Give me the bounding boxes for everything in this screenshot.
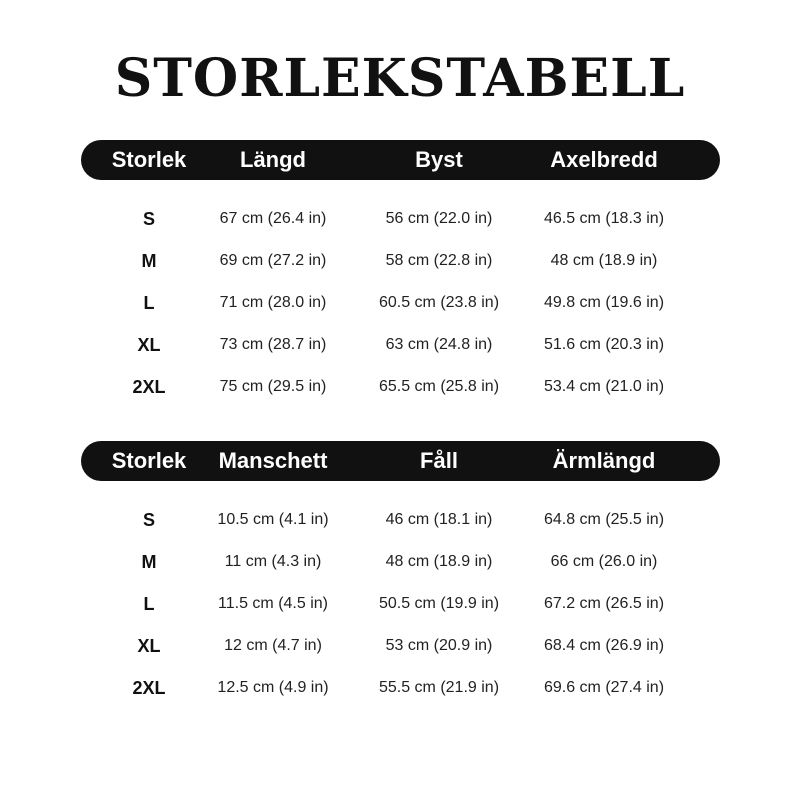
size-cell: L — [143, 594, 155, 614]
table-row — [81, 499, 720, 541]
sleeve-length-cell: 66 cm (26.0 in) — [550, 553, 658, 570]
sleeve-length-cell: 69.6 cm (27.4 in) — [543, 679, 665, 696]
cuff-cell: 11.5 cm (4.5 in) — [218, 595, 328, 612]
size-cell: XL — [137, 335, 161, 355]
table-row — [81, 541, 720, 583]
table-row — [81, 240, 720, 282]
sleeve-length-cell: 64.8 cm (25.5 in) — [543, 511, 665, 528]
cuff-cell: 12 cm (4.7 in) — [224, 637, 322, 654]
header-shoulder-width: Axelbredd — [550, 147, 658, 172]
length-cell: 71 cm (28.0 in) — [219, 294, 327, 311]
page-title: STORLEKSTABELL — [114, 48, 686, 109]
table-row — [81, 667, 720, 709]
size-cell: XL — [137, 636, 161, 656]
hem-cell: 48 cm (18.9 in) — [385, 553, 493, 570]
shoulder-width-cell: 49.8 cm (19.6 in) — [543, 294, 665, 311]
sleeve-length-cell: 67.2 cm (26.5 in) — [543, 595, 665, 612]
table-header — [81, 441, 720, 481]
table-row — [81, 625, 720, 667]
size-table-sleeve-hem — [81, 441, 720, 709]
size-cell: L — [143, 293, 155, 313]
table-row — [81, 282, 720, 324]
table-row — [81, 324, 720, 366]
header-size: Storlek — [111, 448, 187, 473]
header-bust: Byst — [415, 147, 463, 172]
table-row — [81, 583, 720, 625]
bust-cell: 63 cm (24.8 in) — [385, 336, 493, 353]
size-cell: M — [141, 552, 157, 572]
hem-cell: 50.5 cm (19.9 in) — [378, 595, 500, 612]
hem-cell: 46 cm (18.1 in) — [385, 511, 493, 528]
table-body — [81, 198, 720, 408]
sleeve-length-cell: 68.4 cm (26.9 in) — [543, 637, 665, 654]
header-cuff: Manschett — [218, 448, 328, 473]
table-body — [81, 499, 720, 709]
size-cell: M — [141, 251, 157, 271]
bust-cell: 60.5 cm (23.8 in) — [378, 294, 500, 311]
length-cell: 69 cm (27.2 in) — [219, 252, 327, 269]
size-cell: S — [142, 510, 155, 530]
size-cell: 2XL — [132, 678, 166, 698]
bust-cell: 65.5 cm (25.8 in) — [378, 378, 500, 395]
table-row — [81, 198, 720, 240]
table-row — [81, 366, 720, 408]
header-sleeve-length: Ärmlängd — [552, 448, 656, 473]
shoulder-width-cell: 48 cm (18.9 in) — [550, 252, 658, 269]
cuff-cell: 11 cm (4.3 in) — [224, 553, 322, 570]
size-cell: S — [142, 209, 155, 229]
hem-cell: 53 cm (20.9 in) — [385, 637, 493, 654]
table-header — [81, 140, 720, 180]
shoulder-width-cell: 51.6 cm (20.3 in) — [543, 336, 665, 353]
length-cell: 75 cm (29.5 in) — [219, 378, 327, 395]
bust-cell: 56 cm (22.0 in) — [385, 210, 493, 227]
header-hem: Fåll — [420, 448, 458, 473]
size-table-measurements — [81, 140, 720, 408]
cuff-cell: 10.5 cm (4.1 in) — [217, 511, 329, 528]
length-cell: 67 cm (26.4 in) — [219, 210, 327, 227]
length-cell: 73 cm (28.7 in) — [219, 336, 327, 353]
bust-cell: 58 cm (22.8 in) — [385, 252, 493, 269]
shoulder-width-cell: 46.5 cm (18.3 in) — [543, 210, 665, 227]
header-length: Längd — [240, 147, 306, 172]
cuff-cell: 12.5 cm (4.9 in) — [217, 679, 329, 696]
hem-cell: 55.5 cm (21.9 in) — [378, 679, 500, 696]
size-cell: 2XL — [132, 377, 166, 397]
shoulder-width-cell: 53.4 cm (21.0 in) — [543, 378, 665, 395]
header-size: Storlek — [111, 147, 187, 172]
